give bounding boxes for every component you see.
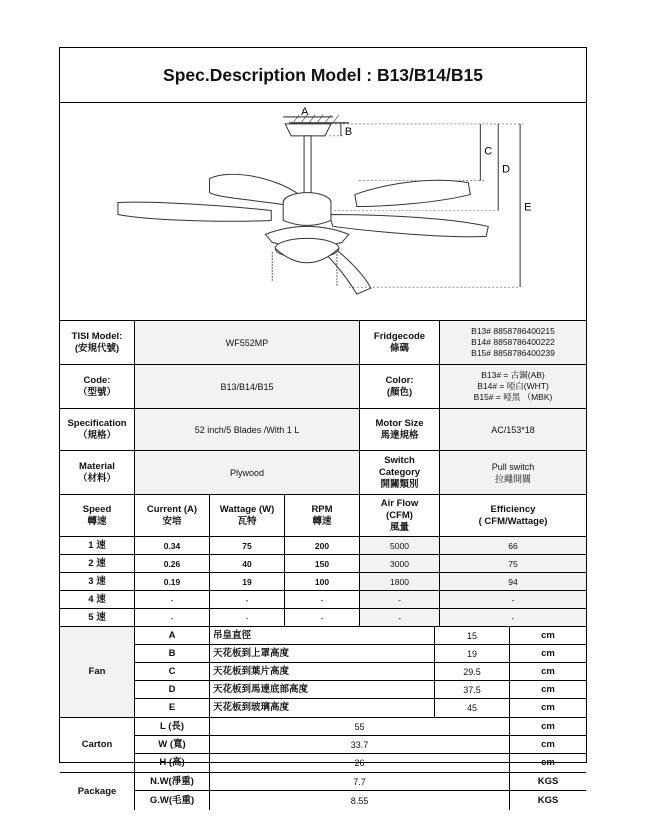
fan-row-b-value: 19: [435, 645, 510, 663]
airflow-header: Air Flow (CFM) 風量: [360, 495, 440, 537]
carton-length-value: 55: [210, 718, 510, 736]
fan-row-c-desc: 天花板到葉片高度: [210, 663, 435, 681]
fan-section-label: Fan: [60, 627, 135, 718]
motor-size-label: Motor Size 馬達規格: [360, 409, 440, 451]
carton-height-key: H (高): [135, 754, 210, 773]
dim-label-a: A: [301, 105, 309, 118]
speed-row-5-efficiency: -: [440, 609, 586, 627]
speed-row-2-rpm: 150: [285, 555, 360, 573]
speed-row-3-wattage: 19: [210, 573, 285, 591]
speed-row-2-airflow: 3000: [360, 555, 440, 573]
material-label: Material （材料）: [60, 451, 135, 495]
material-value: Plywood: [135, 451, 360, 495]
speed-row-5-airflow: -: [360, 609, 440, 627]
speed-row-1-current: 0.34: [135, 537, 210, 555]
speed-row-2-efficiency: 75: [440, 555, 586, 573]
fan-row-d-value: 37.5: [435, 681, 510, 699]
speed-row-4-label: 4 速: [60, 591, 135, 609]
fan-drawing: [60, 103, 586, 321]
speed-row-5-current: -: [135, 609, 210, 627]
carton-width-key: W (寬): [135, 736, 210, 754]
fan-row-d-unit: cm: [510, 681, 586, 699]
carton-width-unit: cm: [510, 736, 586, 754]
speed-row-5-rpm: -: [285, 609, 360, 627]
fan-row-d-desc: 天花板到馬達底部高度: [210, 681, 435, 699]
package-net-weight-value: 7.7: [210, 773, 510, 791]
tisi-label: TISI Model: (安規代號): [60, 321, 135, 365]
color-label: Color: (顏色): [360, 365, 440, 409]
fan-row-e-key: E: [135, 699, 210, 718]
wattage-header: Wattage (W) 瓦特: [210, 495, 285, 537]
package-gross-weight-key: G.W(毛重): [135, 791, 210, 810]
speed-row-3-airflow: 1800: [360, 573, 440, 591]
code-label: Code: （型號）: [60, 365, 135, 409]
speed-row-1-wattage: 75: [210, 537, 285, 555]
specification-value: 52 inch/5 Blades /With 1 L: [135, 409, 360, 451]
package-gross-weight-unit: KGS: [537, 794, 559, 806]
speed-row-1-efficiency: 66: [440, 537, 586, 555]
speed-row-5-wattage: -: [210, 609, 285, 627]
fan-row-c-value: 29.5: [435, 663, 510, 681]
fan-row-a-unit: cm: [510, 627, 586, 645]
package-net-weight-unit: KGS: [510, 773, 586, 791]
speed-row-5-label: 5 速: [60, 609, 135, 627]
carton-width-value: 33.7: [210, 736, 510, 754]
carton-height-unit: cm: [510, 754, 586, 773]
dim-label-c: C: [484, 145, 493, 158]
switch-category-value: Pull switch 拉繩開關: [440, 451, 586, 495]
ceiling-fan-illustration: [60, 103, 586, 320]
dim-label-d: D: [502, 163, 511, 176]
speed-row-4-wattage: -: [210, 591, 285, 609]
motor-size-value: AC/153*18: [440, 409, 586, 451]
efficiency-header: Efficiency ( CFM/Wattage): [440, 495, 586, 537]
speed-row-2-current: 0.26: [135, 555, 210, 573]
fan-row-d-key: D: [135, 681, 210, 699]
dim-label-e: E: [524, 201, 532, 214]
speed-row-4-airflow: -: [360, 591, 440, 609]
current-header: Current (A) 安培: [135, 495, 210, 537]
code-value: B13/B14/B15: [135, 365, 360, 409]
fan-row-a-desc: 吊皇直徑: [210, 627, 435, 645]
carton-length-key: L (長): [135, 718, 210, 736]
package-section-label: Package: [60, 773, 135, 810]
dim-label-b: B: [344, 125, 353, 138]
carton-height-value: 26: [210, 754, 510, 773]
carton-length-unit: cm: [510, 718, 586, 736]
fridgecode-value: B13# 8858786400215 B14# 8858786400222 B15# 8858786400239: [440, 321, 586, 365]
fan-row-b-key: B: [135, 645, 210, 663]
speed-row-1-airflow: 5000: [360, 537, 440, 555]
speed-row-1-label: 1 速: [60, 537, 135, 555]
specification-label: Specification （規格）: [60, 409, 135, 451]
speed-row-1-rpm: 200: [285, 537, 360, 555]
speed-row-3-current: 0.19: [135, 573, 210, 591]
package-gross-weight-value: 8.55: [210, 791, 510, 810]
fan-row-a-key: A: [135, 627, 210, 645]
fan-row-b-unit: cm: [510, 645, 586, 663]
speed-row-3-rpm: 100: [285, 573, 360, 591]
fan-row-e-desc: 天花板到玻璃高度: [210, 699, 435, 718]
speed-row-4-rpm: -: [285, 591, 360, 609]
fan-row-c-unit: cm: [510, 663, 586, 681]
color-value: B13# = 古銅(AB) B14# = 啞白(WHT) B15# = 啞黑 （MBK): [440, 365, 586, 409]
carton-section-label: Carton: [60, 718, 135, 773]
fan-row-c-key: C: [135, 663, 210, 681]
tisi-value: WF552MP: [135, 321, 360, 365]
page-title: Spec.Description Model : B13/B14/B15: [60, 48, 586, 103]
fridgecode-label: Fridgecode 條碼: [360, 321, 440, 365]
fan-row-b-desc: 天花板到上罩高度: [210, 645, 435, 663]
fan-row-e-value: 45: [435, 699, 510, 718]
speed-header: Speed 轉速: [60, 495, 135, 537]
speed-row-2-label: 2 速: [60, 555, 135, 573]
speed-row-4-efficiency: -: [440, 591, 586, 609]
rpm-header: RPM 轉速: [285, 495, 360, 537]
spec-sheet: [59, 47, 587, 806]
fan-row-a-value: 15: [435, 627, 510, 645]
speed-row-3-efficiency: 94: [440, 573, 586, 591]
speed-row-3-label: 3 速: [60, 573, 135, 591]
speed-row-4-current: -: [135, 591, 210, 609]
switch-category-label: Switch Category 開關類別: [360, 451, 440, 495]
fan-row-e-unit: cm: [510, 699, 586, 718]
package-net-weight-key: N.W(淨重): [135, 773, 210, 791]
speed-row-2-wattage: 40: [210, 555, 285, 573]
